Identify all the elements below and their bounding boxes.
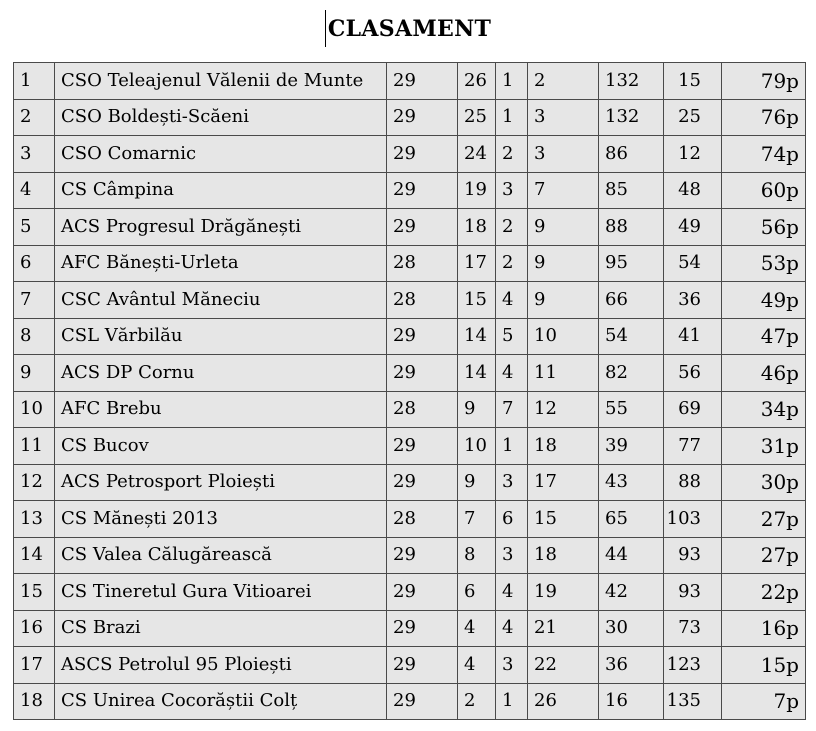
- goals-against-cell: 69: [664, 391, 722, 428]
- won-cell: 24: [458, 136, 496, 173]
- lost-cell: 17: [528, 464, 599, 501]
- goals-for-cell: 85: [599, 172, 664, 209]
- goals-for-cell: 82: [599, 355, 664, 392]
- drawn-cell: 2: [496, 136, 528, 173]
- team-name-cell: ASCS Petrolul 95 Ploiești: [55, 647, 387, 684]
- played-cell: 29: [387, 209, 458, 246]
- won-cell: 14: [458, 318, 496, 355]
- goals-against-cell: 103: [664, 501, 722, 538]
- team-name-cell: CS Mănești 2013: [55, 501, 387, 538]
- goals-for-cell: 132: [599, 99, 664, 136]
- position-cell: 15: [14, 574, 55, 611]
- position-cell: 10: [14, 391, 55, 428]
- goals-against-cell: 54: [664, 245, 722, 282]
- played-cell: 29: [387, 428, 458, 465]
- position-cell: 6: [14, 245, 55, 282]
- goals-for-cell: 16: [599, 683, 664, 720]
- position-cell: 4: [14, 172, 55, 209]
- won-cell: 26: [458, 63, 496, 100]
- played-cell: 29: [387, 355, 458, 392]
- goals-for-cell: 86: [599, 136, 664, 173]
- points-cell: 47p: [722, 318, 806, 355]
- points-cell: 34p: [722, 391, 806, 428]
- played-cell: 29: [387, 574, 458, 611]
- team-name-cell: AFC Brebu: [55, 391, 387, 428]
- goals-against-cell: 12: [664, 136, 722, 173]
- lost-cell: 3: [528, 136, 599, 173]
- points-cell: 27p: [722, 501, 806, 538]
- won-cell: 8: [458, 537, 496, 574]
- table-row: [14, 501, 806, 538]
- table-row: [14, 683, 806, 720]
- standings-body: [14, 63, 806, 720]
- played-cell: 29: [387, 683, 458, 720]
- team-name-cell: AFC Bănești-Urleta: [55, 245, 387, 282]
- team-name-cell: CS Brazi: [55, 610, 387, 647]
- drawn-cell: 1: [496, 428, 528, 465]
- lost-cell: 7: [528, 172, 599, 209]
- goals-for-cell: 42: [599, 574, 664, 611]
- points-cell: 30p: [722, 464, 806, 501]
- played-cell: 29: [387, 136, 458, 173]
- table-row: [14, 99, 806, 136]
- won-cell: 18: [458, 209, 496, 246]
- lost-cell: 26: [528, 683, 599, 720]
- position-cell: 13: [14, 501, 55, 538]
- table-row: [14, 63, 806, 100]
- goals-against-cell: 15: [664, 63, 722, 100]
- table-row: [14, 610, 806, 647]
- played-cell: 29: [387, 537, 458, 574]
- lost-cell: 3: [528, 99, 599, 136]
- text-cursor: [325, 10, 326, 47]
- points-cell: 27p: [722, 537, 806, 574]
- position-cell: 18: [14, 683, 55, 720]
- drawn-cell: 1: [496, 99, 528, 136]
- played-cell: 28: [387, 501, 458, 538]
- goals-for-cell: 65: [599, 501, 664, 538]
- position-cell: 8: [14, 318, 55, 355]
- won-cell: 9: [458, 391, 496, 428]
- played-cell: 29: [387, 99, 458, 136]
- played-cell: 29: [387, 647, 458, 684]
- page-title: CLASAMENT: [327, 16, 492, 42]
- played-cell: 28: [387, 282, 458, 319]
- position-cell: 5: [14, 209, 55, 246]
- points-cell: 79p: [722, 63, 806, 100]
- goals-for-cell: 39: [599, 428, 664, 465]
- table-row: [14, 245, 806, 282]
- won-cell: 9: [458, 464, 496, 501]
- goals-against-cell: 123: [664, 647, 722, 684]
- goals-against-cell: 41: [664, 318, 722, 355]
- title-area: [0, 10, 816, 48]
- points-cell: 53p: [722, 245, 806, 282]
- table-row: [14, 428, 806, 465]
- goals-against-cell: 25: [664, 99, 722, 136]
- drawn-cell: 4: [496, 282, 528, 319]
- points-cell: 74p: [722, 136, 806, 173]
- drawn-cell: 3: [496, 172, 528, 209]
- drawn-cell: 6: [496, 501, 528, 538]
- won-cell: 4: [458, 610, 496, 647]
- won-cell: 10: [458, 428, 496, 465]
- goals-for-cell: 88: [599, 209, 664, 246]
- played-cell: 28: [387, 391, 458, 428]
- goals-for-cell: 43: [599, 464, 664, 501]
- position-cell: 17: [14, 647, 55, 684]
- table-row: [14, 647, 806, 684]
- team-name-cell: CSC Avântul Măneciu: [55, 282, 387, 319]
- goals-for-cell: 55: [599, 391, 664, 428]
- team-name-cell: CSO Comarnic: [55, 136, 387, 173]
- lost-cell: 19: [528, 574, 599, 611]
- table-row: [14, 537, 806, 574]
- table-row: [14, 172, 806, 209]
- team-name-cell: ACS DP Cornu: [55, 355, 387, 392]
- points-cell: 16p: [722, 610, 806, 647]
- points-cell: 31p: [722, 428, 806, 465]
- position-cell: 1: [14, 63, 55, 100]
- lost-cell: 12: [528, 391, 599, 428]
- table-row: [14, 282, 806, 319]
- won-cell: 19: [458, 172, 496, 209]
- goals-for-cell: 30: [599, 610, 664, 647]
- team-name-cell: CSO Boldești-Scăeni: [55, 99, 387, 136]
- table-row: [14, 574, 806, 611]
- team-name-cell: CSO Teleajenul Vălenii de Munte: [55, 63, 387, 100]
- drawn-cell: 5: [496, 318, 528, 355]
- points-cell: 46p: [722, 355, 806, 392]
- drawn-cell: 4: [496, 574, 528, 611]
- goals-for-cell: 66: [599, 282, 664, 319]
- goals-for-cell: 132: [599, 63, 664, 100]
- won-cell: 14: [458, 355, 496, 392]
- drawn-cell: 1: [496, 63, 528, 100]
- drawn-cell: 4: [496, 610, 528, 647]
- lost-cell: 21: [528, 610, 599, 647]
- standings-table: [13, 62, 806, 720]
- won-cell: 2: [458, 683, 496, 720]
- team-name-cell: CS Tineretul Gura Vitioarei: [55, 574, 387, 611]
- lost-cell: 11: [528, 355, 599, 392]
- goals-against-cell: 48: [664, 172, 722, 209]
- won-cell: 17: [458, 245, 496, 282]
- drawn-cell: 3: [496, 537, 528, 574]
- goals-against-cell: 49: [664, 209, 722, 246]
- won-cell: 7: [458, 501, 496, 538]
- position-cell: 14: [14, 537, 55, 574]
- table-row: [14, 209, 806, 246]
- points-cell: 60p: [722, 172, 806, 209]
- lost-cell: 10: [528, 318, 599, 355]
- position-cell: 3: [14, 136, 55, 173]
- points-cell: 56p: [722, 209, 806, 246]
- position-cell: 11: [14, 428, 55, 465]
- points-cell: 7p: [722, 683, 806, 720]
- team-name-cell: CSL Vărbilău: [55, 318, 387, 355]
- goals-against-cell: 73: [664, 610, 722, 647]
- lost-cell: 2: [528, 63, 599, 100]
- goals-against-cell: 36: [664, 282, 722, 319]
- points-cell: 22p: [722, 574, 806, 611]
- drawn-cell: 7: [496, 391, 528, 428]
- team-name-cell: CS Valea Călugărească: [55, 537, 387, 574]
- position-cell: 9: [14, 355, 55, 392]
- team-name-cell: ACS Petrosport Ploiești: [55, 464, 387, 501]
- lost-cell: 9: [528, 209, 599, 246]
- won-cell: 4: [458, 647, 496, 684]
- played-cell: 29: [387, 464, 458, 501]
- goals-against-cell: 77: [664, 428, 722, 465]
- team-name-cell: CS Câmpina: [55, 172, 387, 209]
- lost-cell: 18: [528, 537, 599, 574]
- goals-for-cell: 54: [599, 318, 664, 355]
- goals-against-cell: 93: [664, 574, 722, 611]
- goals-for-cell: 36: [599, 647, 664, 684]
- drawn-cell: 2: [496, 245, 528, 282]
- table-row: [14, 318, 806, 355]
- team-name-cell: CS Unirea Cocorăștii Colț: [55, 683, 387, 720]
- played-cell: 29: [387, 63, 458, 100]
- drawn-cell: 4: [496, 355, 528, 392]
- won-cell: 15: [458, 282, 496, 319]
- won-cell: 25: [458, 99, 496, 136]
- position-cell: 12: [14, 464, 55, 501]
- lost-cell: 9: [528, 282, 599, 319]
- position-cell: 2: [14, 99, 55, 136]
- goals-against-cell: 56: [664, 355, 722, 392]
- table-row: [14, 136, 806, 173]
- goals-for-cell: 44: [599, 537, 664, 574]
- goals-for-cell: 95: [599, 245, 664, 282]
- goals-against-cell: 88: [664, 464, 722, 501]
- points-cell: 76p: [722, 99, 806, 136]
- team-name-cell: CS Bucov: [55, 428, 387, 465]
- drawn-cell: 1: [496, 683, 528, 720]
- played-cell: 29: [387, 172, 458, 209]
- points-cell: 49p: [722, 282, 806, 319]
- drawn-cell: 3: [496, 464, 528, 501]
- drawn-cell: 2: [496, 209, 528, 246]
- points-cell: 15p: [722, 647, 806, 684]
- goals-against-cell: 135: [664, 683, 722, 720]
- lost-cell: 9: [528, 245, 599, 282]
- team-name-cell: ACS Progresul Drăgănești: [55, 209, 387, 246]
- lost-cell: 22: [528, 647, 599, 684]
- played-cell: 29: [387, 318, 458, 355]
- table-row: [14, 391, 806, 428]
- position-cell: 7: [14, 282, 55, 319]
- lost-cell: 15: [528, 501, 599, 538]
- lost-cell: 18: [528, 428, 599, 465]
- played-cell: 29: [387, 610, 458, 647]
- drawn-cell: 3: [496, 647, 528, 684]
- table-row: [14, 464, 806, 501]
- won-cell: 6: [458, 574, 496, 611]
- goals-against-cell: 93: [664, 537, 722, 574]
- played-cell: 28: [387, 245, 458, 282]
- position-cell: 16: [14, 610, 55, 647]
- table-row: [14, 355, 806, 392]
